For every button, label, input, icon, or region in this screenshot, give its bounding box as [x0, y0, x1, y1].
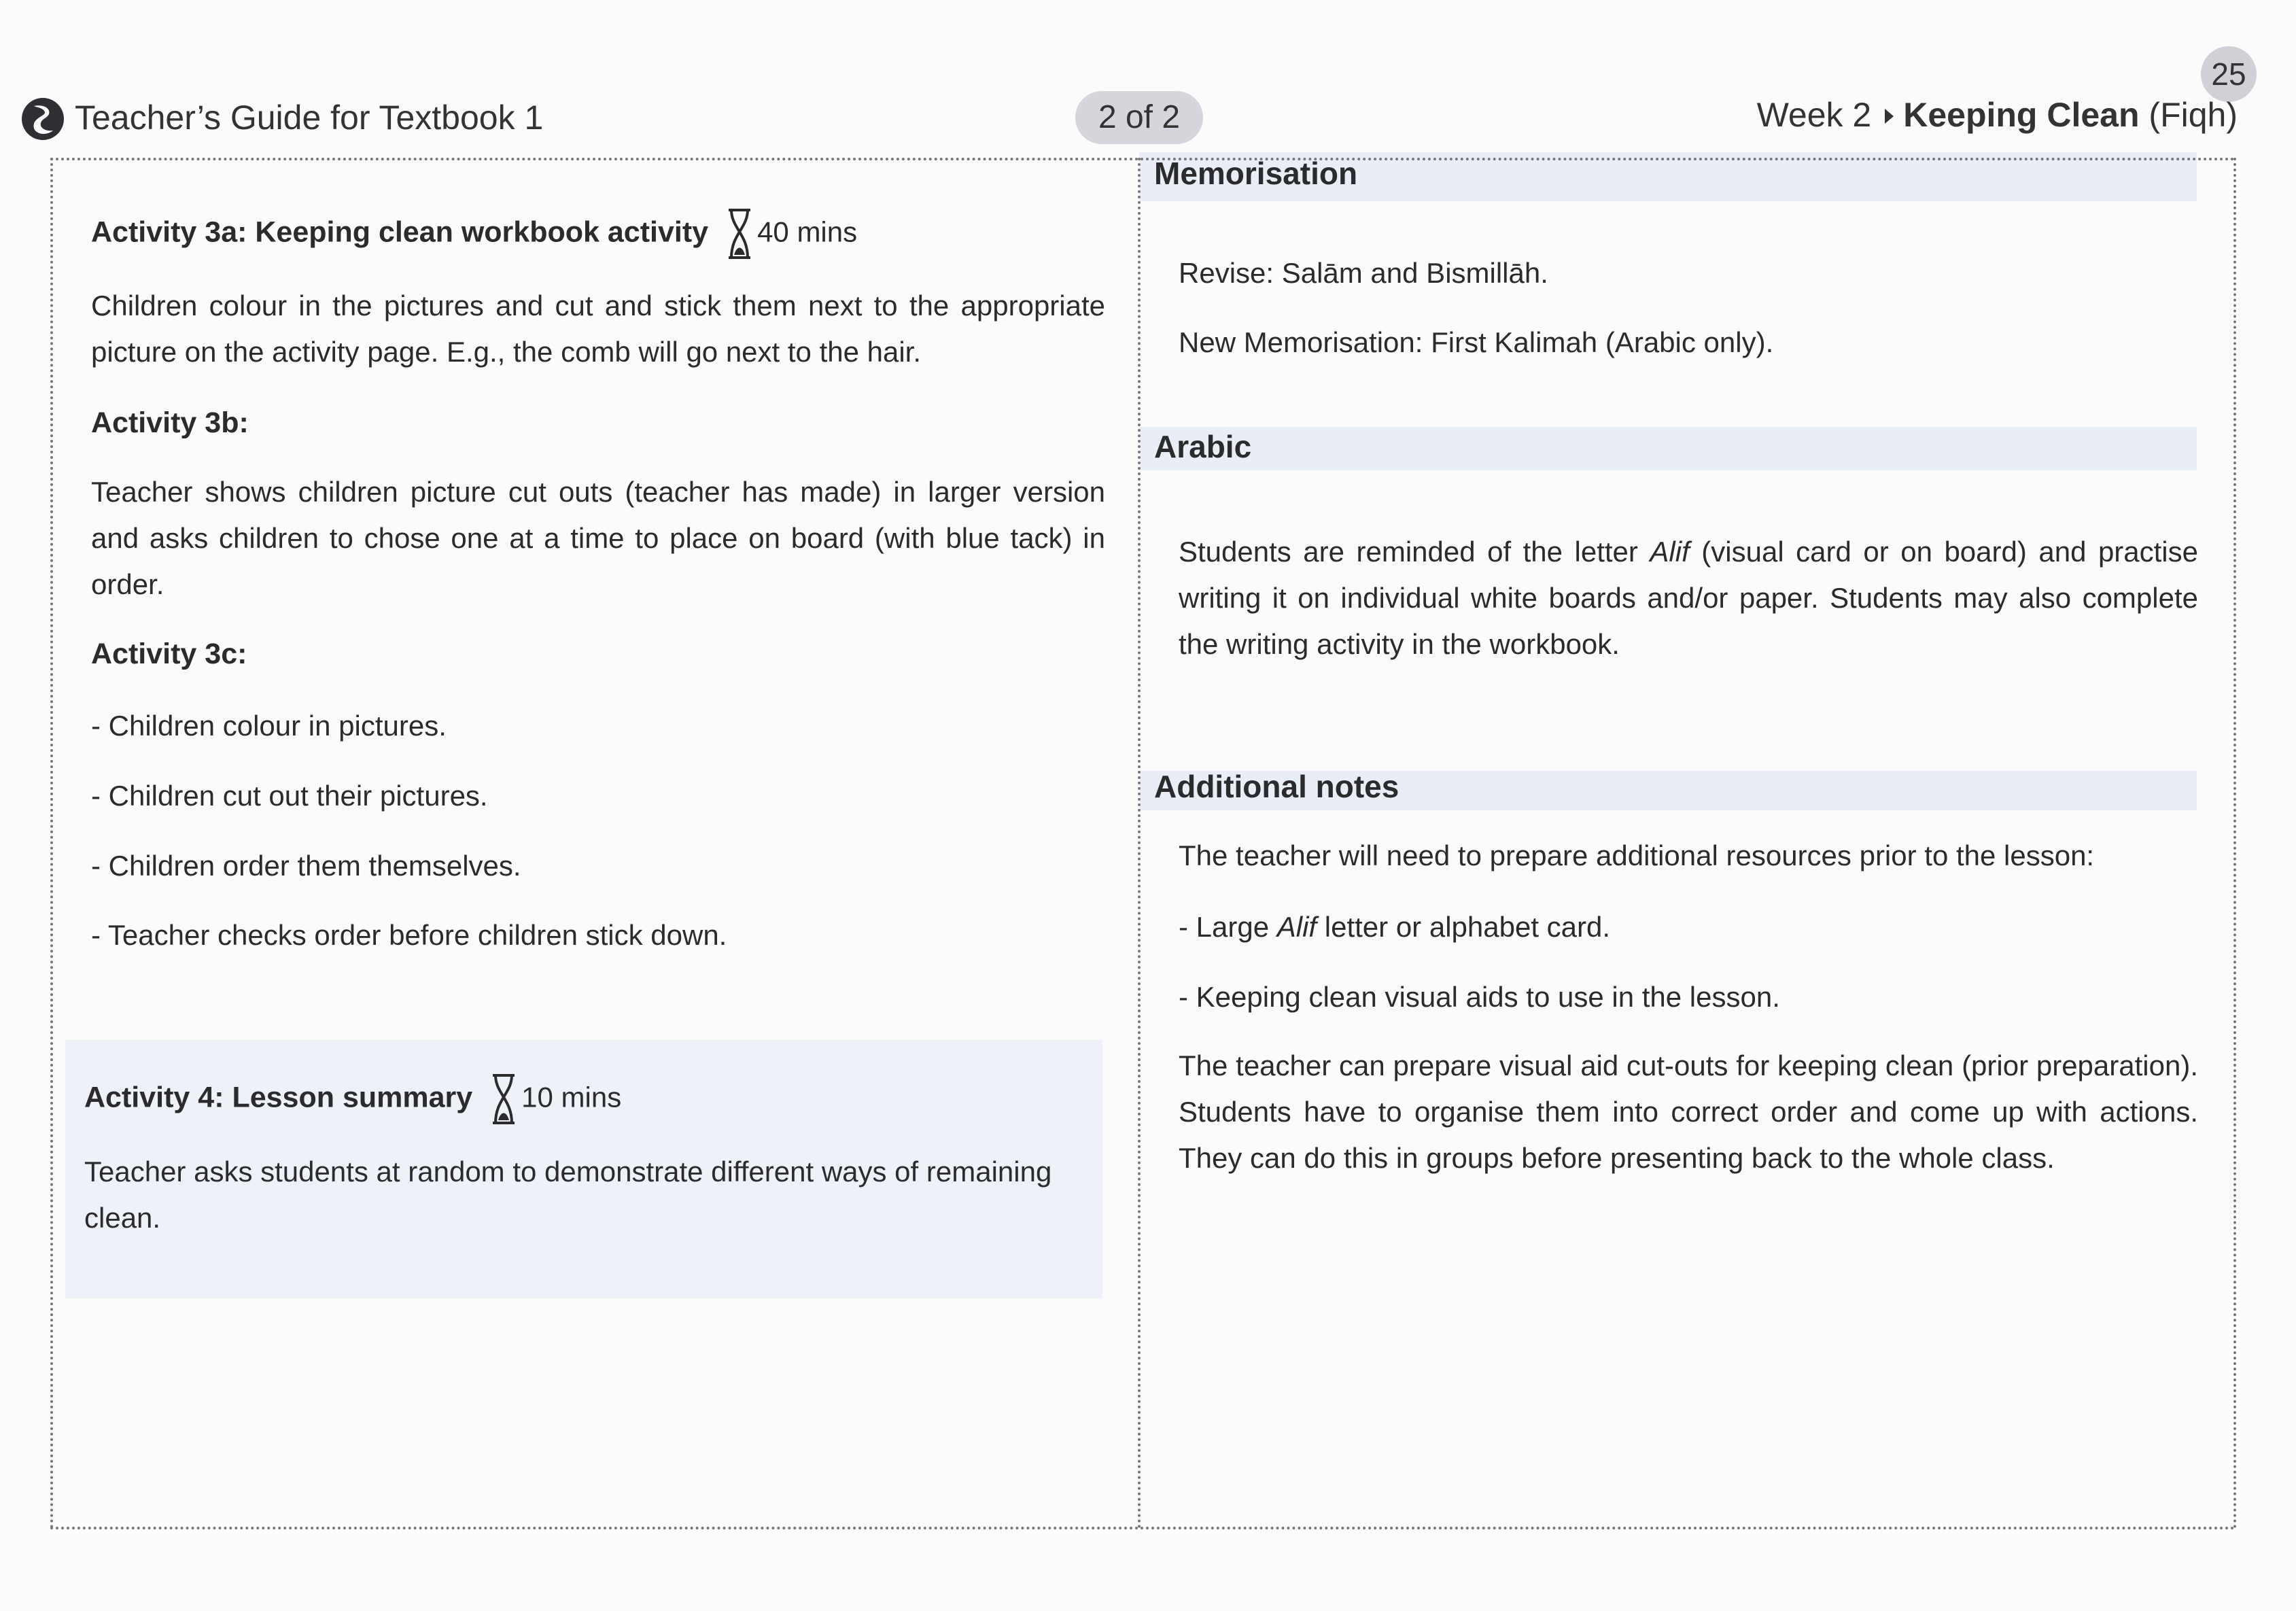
activity4-heading	[84, 1073, 621, 1126]
notes-intro: The teacher will need to prepare additional resources prior to the lesson:	[1179, 839, 2095, 871]
memorisation-revise: Revise: Salām and Bismillāh.	[1179, 257, 1548, 289]
hourglass-icon	[490, 1073, 517, 1126]
activity3a-heading	[91, 207, 857, 260]
page-number: 25	[2201, 46, 2257, 102]
activity4-duration: 10 mins	[521, 1081, 622, 1113]
breadcrumb-week: Week 2	[1756, 96, 1872, 134]
activity3a-title: Activity 3a: Keeping clean workbook activity	[91, 215, 709, 249]
activity3a-body: Children colour in the pictures and cut and stick them next to the appropriate picture on the activity page. E.g., the comb will go next to the hair.	[91, 290, 1105, 368]
page-indicator: 2 of 2	[1075, 91, 1203, 144]
arabic-body-alif: Alif	[1650, 536, 1690, 568]
guide-title: Teacher’s Guide for Textbook 1	[75, 99, 544, 137]
arabic-body-text: Students are reminded of the letter	[1179, 536, 1650, 568]
activity3c-item: - Children order them themselves.	[91, 850, 521, 882]
arabic-heading: Arabic	[1154, 429, 1252, 464]
activity3b-body: Teacher shows children picture cut outs (teacher has made) in larger version and asks children to chose one at a time to place on board (with blue tack) in order.	[91, 476, 1105, 600]
activity3b-heading: Activity 3b:	[91, 406, 249, 439]
activity4-title: Activity 4: Lesson summary	[84, 1081, 473, 1114]
activity3c-item: - Teacher checks order before children stick down.	[91, 919, 727, 951]
notes-item: - Keeping clean visual aids to use in the lesson.	[1179, 981, 1780, 1013]
notes-closing: The teacher can prepare visual aid cut-outs for keeping clean (prior preparation). Students have to organise them into correct order and come up with actions. They can do this in groups before presenting back to the whole class.	[1179, 1050, 2198, 1174]
memorisation-new: New Memorisation: First Kalimah (Arabic only).	[1179, 326, 1774, 358]
breadcrumb-topic: Keeping Clean	[1903, 96, 2140, 134]
logo-icon	[20, 97, 65, 141]
notes-heading: Additional notes	[1154, 769, 1399, 804]
activity3c-item: - Children cut out their pictures.	[91, 780, 488, 812]
notes-item	[1179, 904, 1610, 950]
activity4-body: Teacher asks students at random to demonstrate different ways of remaining clean.	[84, 1156, 1052, 1234]
activity3c-heading: Activity 3c:	[91, 638, 247, 670]
breadcrumb	[1757, 95, 2238, 135]
notes-item-text: letter or alphabet card.	[1317, 911, 1611, 943]
activity3a-duration: 40 mins	[757, 215, 858, 248]
arabic-body-text: (visual card or on board) and practise writing it on individual white boards and/or paper. Students may also complete the writing activity in the workbook.	[1179, 536, 2199, 660]
activity3c-item: - Children colour in pictures.	[91, 710, 447, 742]
notes-item-alif: Alif	[1276, 911, 1317, 943]
chevron-right-icon	[1885, 109, 1894, 124]
breadcrumb-subject: (Fiqh)	[2149, 96, 2238, 134]
arabic-body	[1179, 529, 2198, 668]
notes-item-text: - Large	[1179, 911, 1277, 943]
column-divider	[1138, 158, 1141, 1529]
memorisation-heading: Memorisation	[1154, 156, 1358, 191]
hourglass-icon	[726, 207, 753, 260]
